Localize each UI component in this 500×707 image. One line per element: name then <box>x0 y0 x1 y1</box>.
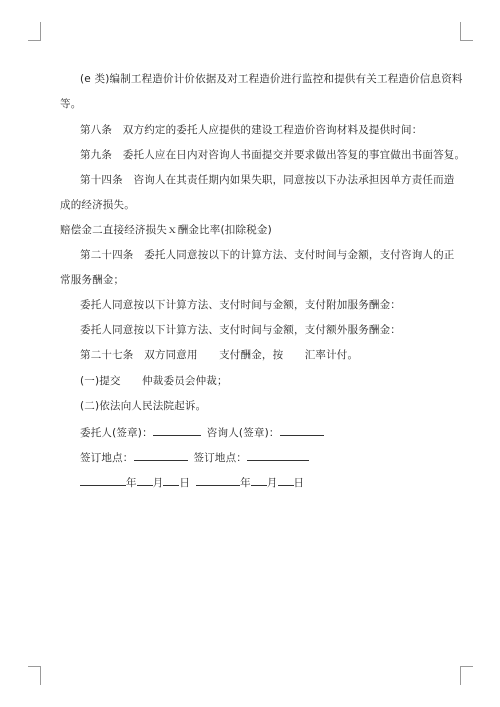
article-24: 第二十四条 委托人同意按以下的计算方法、支付时间与金额，支付咨询人的正 <box>80 249 455 261</box>
signing-place-blank <box>247 449 309 461</box>
year-blank <box>196 474 240 486</box>
paragraph-line: (e 类)编制工程造价计价依据及对工程造价进行监控和提供有关工程造价信息资料 <box>80 73 463 85</box>
day-label: 日 <box>179 477 191 489</box>
compensation-formula: 赔偿金二直接经济损失ｘ酬金比率(扣除税金) <box>60 224 272 236</box>
signing-place-label: 签订地点： <box>193 452 247 464</box>
year-label: 年 <box>240 477 251 489</box>
consultant-signature-blank <box>280 424 324 436</box>
year-label: 年 <box>126 477 137 489</box>
paragraph-line: 常服务酬金； <box>60 274 125 286</box>
crop-mark-bottom-right <box>460 666 473 685</box>
paragraph-line: 等。 <box>60 98 82 110</box>
day-blank <box>163 474 179 486</box>
signing-place-blank <box>134 449 188 461</box>
article-14: 第十四条 咨询人在其责任期内如果失职，同意按以下办法承担因单方责任而造 <box>80 174 455 186</box>
arbitration-option: (一)提交 仲裁委员会仲裁； <box>80 375 228 387</box>
client-signature-blank <box>153 424 201 436</box>
month-label: 月 <box>266 477 278 489</box>
signing-place-row <box>80 449 309 465</box>
crop-mark-bottom-left <box>28 666 41 685</box>
month-blank <box>137 474 153 486</box>
article-8: 第八条 双方约定的委托人应提供的建设工程造价咨询材料及提供时间： <box>80 124 423 136</box>
month-blank <box>251 474 267 486</box>
paragraph-line: 成的经济损失。 <box>60 199 135 211</box>
day-label: 日 <box>293 477 305 489</box>
crop-mark-top-right <box>460 22 473 41</box>
litigation-option: (二)依法向人民法院起诉。 <box>80 400 207 412</box>
year-blank <box>80 474 126 486</box>
article-27: 第二十七条 双方同意用 支付酬金，按 汇率计付。 <box>80 349 359 361</box>
additional-fee-line: 委托人同意按以下计算方法、支付时间与金额，支付附加服务酬金： <box>80 299 401 311</box>
extra-fee-line: 委托人同意按以下计算方法、支付时间与金额，支付额外服务酬金： <box>80 324 401 336</box>
date-row <box>80 474 304 490</box>
day-blank <box>278 474 294 486</box>
crop-mark-top-left <box>28 22 41 41</box>
article-9: 第九条 委托人应在日内对咨询人书面提交并要求做出答复的事宜做出书面答复。 <box>80 149 466 161</box>
month-label: 月 <box>152 477 164 489</box>
client-signature-label: 委托人(签章)： <box>80 427 153 439</box>
signature-row <box>80 424 324 440</box>
signing-place-label: 签订地点： <box>80 452 134 464</box>
consultant-signature-label: 咨询人(签章)： <box>206 427 280 439</box>
